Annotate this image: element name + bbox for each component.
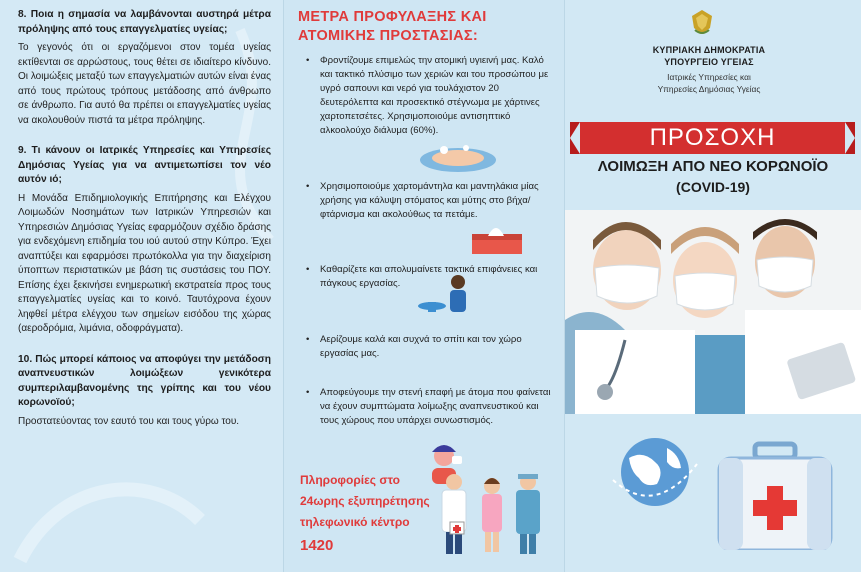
- government-title: [611, 44, 807, 68]
- services-title: [621, 72, 797, 95]
- measures-title: ΜΕΤΡΑ ΠΡΟΦΥΛΑΞΗΣ ΚΑΙ ΑΤΟΜΙΚΗΣ ΠΡΟΣΤΑΣΙΑΣ:: [298, 9, 487, 44]
- faq-question-10: 10. Πώς μπορεί κάποιος να αποφύγει την μετάδοση αναπνευστικών λοιμώξεων γενικότερα συμπεριλαμβανομένης της γρίπης και του νέου κορωνοϊού;: [18, 353, 271, 408]
- faq-question-8: 8. Ποια η σημασία να λαμβάνονται αυστηρά μέτρα πρόληψης από τους επαγγελματίες υγείας;: [18, 9, 271, 35]
- hotline-number: 1420: [300, 537, 334, 554]
- tissue-box-icon: [466, 220, 526, 256]
- measure-item-tissues: • Χρησιμοποιούμε χαρτομάντηλα και μαντηλάκια μίας χρήσης για κάλυψη στόματος και μύτης στο βήχα/φτάρνισμα και ακολούθως τα πετάμε.: [298, 180, 556, 222]
- hotline-info: [300, 470, 430, 556]
- first-aid-kit-icon: [715, 440, 835, 550]
- cover-panel: [565, 0, 861, 572]
- faq-answer-10: Προστατεύοντας τον εαυτό του και τους γύρω του.: [18, 415, 240, 427]
- measure-item-distance: • Αποφεύγουμε την στενή επαφή με άτομα που φαίνεται να έχουν συμπτώματα λοίμωξης αναπνευστικού και τους χώρους που υπάρχει συνωστισμός.: [298, 386, 556, 428]
- attention-banner: ΠΡΟΣΟΧΗ: [580, 122, 845, 154]
- faq-answer-9: Η Μονάδα Επιδημιολογικής Επιτήρησης και Ελέγχου Λοιμωδών Νοσημάτων των Ιατρικών Υπηρεσιών και Υπηρεσιών Δημόσιας Υγείας εφαρμόζουν σχέδιο δράσης για ενδεχόμενη επιδημία του ιού αυτού στην Κύπρο. Έχει αναπτύξει και εφαρμόσει πρωτόκολλα για την διαχείριση ύποπτων περιστατικών με βάση τις συστάσεις του ΠΟΥ. Επίσης έχει ξεκινήσει ενημερωτική εκστρατεία προς τους επαγγελματίες υγείας και το κοινό. Ταυτόχρονα έχουν ληφθεί μέτρα ελέγχου των σημείων εισόδου της χώρας (αεροδρόμια, λιμάνια, οδοφράγματα).: [18, 192, 271, 334]
- measures-panel: [284, 0, 565, 572]
- faq-answer-8: Το γεγονός ότι οι εργαζόμενοι στον τομέα υγείας εκτίθενται σε αρρώστους, τους θέτει σε ιδιαίτερο κίνδυνο. Οι λοιμώξεις μεταξύ των επαγγελματιών αυτών είναι ένας από τους πρώτους τρόπους μετάδοσης από άνθρωπο σε άνθρωπο. Για αυτό θα πρέπει οι επαγγελματίες υγείας να ακολουθούν πιστά τα μέτρα πρόληψης.: [18, 42, 271, 126]
- hotline-line2: 24ωρης εξυπηρέτησης: [300, 494, 430, 508]
- cleaning-person-icon: [414, 272, 474, 322]
- hotline-line1: Πληροφορίες στο: [300, 473, 400, 487]
- gov-line1: ΚΥΠΡΙΑΚΗ ΔΗΜΟΚΡΑΤΙΑ: [652, 45, 766, 55]
- cover-subtitle: ΛΟΙΜΩΞΗ ΑΠΟ ΝΕΟ ΚΟΡΩΝΟΪΟ: [597, 158, 829, 175]
- measure-item-hygiene: • Φροντίζουμε επιμελώς την ατομική υγιεινή μας. Καλό και τακτικό πλύσιμο των χεριών και του προσώπου με υγρό σαπουνι και νερό για τουλάχιστον 20 δευτερόλεπτα και προσεκτικό στέγνωμα με χάρτινες χαρτοπετσέτες. Χρησιμοποιούμε αντισηπτικό αλκοολούχο διάλυμα (60%).: [298, 54, 556, 138]
- cyprus-coat-of-arms-icon: [689, 8, 715, 36]
- measure-item-cleaning: • Καθαρίζετε και απολυμαίνετε τακτικά επιφάνειες και πάγκους εργασίας.: [298, 263, 556, 291]
- services-line2: Υπηρεσίες Δημόσιας Υγείας: [657, 83, 761, 94]
- measure-item-ventilation: • Αερίζουμε καλά και συχνά το σπίτι και τον χώρο εργασίας μας.: [298, 333, 556, 361]
- gov-line2: ΥΠΟΥΡΓΕΙΟ ΥΓΕΙΑΣ: [664, 57, 754, 67]
- hotline-line3: τηλεφωνικό κέντρο: [300, 515, 410, 529]
- medical-staff-illustration: [434, 470, 554, 560]
- cover-subtitle-covid: (COVID-19): [676, 179, 750, 195]
- services-line1: Ιατρικές Υπηρεσίες και: [667, 72, 751, 82]
- globe-illustration: [609, 428, 699, 508]
- doctors-with-masks-photo: [565, 210, 861, 414]
- faq-panel: [0, 0, 284, 572]
- hand-washing-icon: [414, 140, 504, 176]
- faq-question-9: 9. Τι κάνουν οι Ιατρικές Υπηρεσίες και Υπηρεσίες Δημόσιας Υγείας για να αντιμετωπίσει τον νέο αυτόν ιό;: [18, 145, 271, 185]
